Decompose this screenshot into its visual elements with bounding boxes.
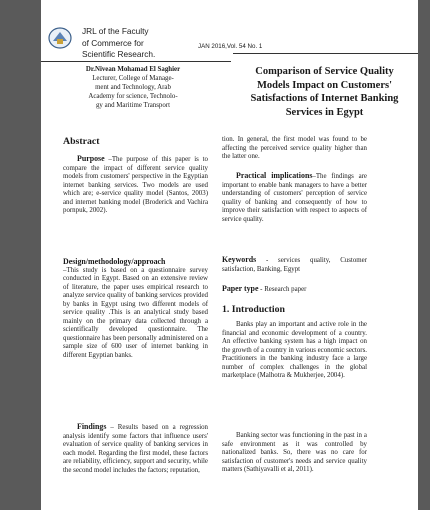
author-name: Dr.Nivean Mohamad El Saghier (85, 66, 181, 73)
paper-title: Comparison of Service Quality Models Impact on Customers' Satisfactions of Internet Banking Services in Egypt (250, 66, 399, 118)
intro-paragraph-1: Banks play an important and active role in the financial and economic development of a country. An effective banking system has a high impact on the growth of a country in various economic sectors. Practitioners in the banking industry face a large number of complex challenges in the global marketplace (Malhotra & Mukherjee, 2004). (222, 321, 367, 379)
practical-paragraph: Practical implications–The findings are important to enable bank managers to have a better understanding of customers' perception of service quality of banking and consequently of how to improve their satisfaction with respect to aspects of service quality. (222, 171, 367, 223)
design-paragraph: Design/methodology/approach –This study is based on a questionnaire survey conducted in Egypt. Based on an extensive review of literature, the paper uses empirical research to analyze service quality of banking services provided by banks in Egypt using two different models of service quality .This is an analytical study based mainly on the primary data collected through a scientifically developed questionnaire. The questionnaire has been personally administered on a sample size of 600 user of internet banking in different Egyptian banks. (63, 257, 208, 359)
keywords-line: Keywords - services quality, Customer satisfaction, Banking, Egypt (222, 255, 367, 273)
header-rule-left (41, 61, 231, 62)
header-rule-right (233, 53, 418, 54)
issue-info: JAN 2016,Vol. 54 No. 1 (198, 43, 263, 50)
abstract-heading: Abstract (63, 136, 100, 147)
purpose-label: Purpose (77, 154, 105, 163)
paper-type-line: Paper type - Research paper (222, 284, 307, 293)
keywords-label: Keywords (222, 255, 257, 264)
findings-continued: tion. In general, the first model was found to be affecting the perceived service quality higher than the latter one. (222, 136, 367, 160)
introduction-heading: 1. Introduction (222, 304, 285, 315)
paper-page (41, 0, 418, 510)
findings-paragraph: Findings – Results based on a regression analysis identify some factors that influence users' evaluation of service quality of banking services in each model. Regarding the first model, these factors are reliability, efficiency, support and security, while the second model includes the factors; reputation, (63, 422, 208, 474)
author-block: Dr.Nivean Mohamad El Saghier Lecturer, College of Manage- ment and Technology, Arab Academy for science, Technolo- gy and Maritime Transport (41, 66, 225, 111)
journal-name: JRL of the Faculty of Commerce for Scientific Research. (82, 26, 156, 59)
purpose-paragraph: Purpose –The purpose of this paper is to compare the impact of different service quality models from customers' perspective in the Egyptian internet banking services. Two models are used which are; e-service quality model (Santos, 2003) and internet banking model (Broderick and Vachira pornpuk, 2002). (63, 154, 208, 214)
design-label: Design/methodology/approach (63, 257, 166, 266)
paper-type-label: Paper type (222, 284, 259, 293)
faculty-logo (48, 27, 72, 49)
findings-label: Findings (77, 422, 107, 431)
intro-paragraph-2: Banking sector was functioning in the past in a safe environment as it was controlled by nationalized banks. So, there was no care for satisfaction of customer's needs and service quality matters (Sathiyavalli et al, 2011). (222, 432, 367, 473)
practical-label: Practical implications (236, 171, 313, 180)
